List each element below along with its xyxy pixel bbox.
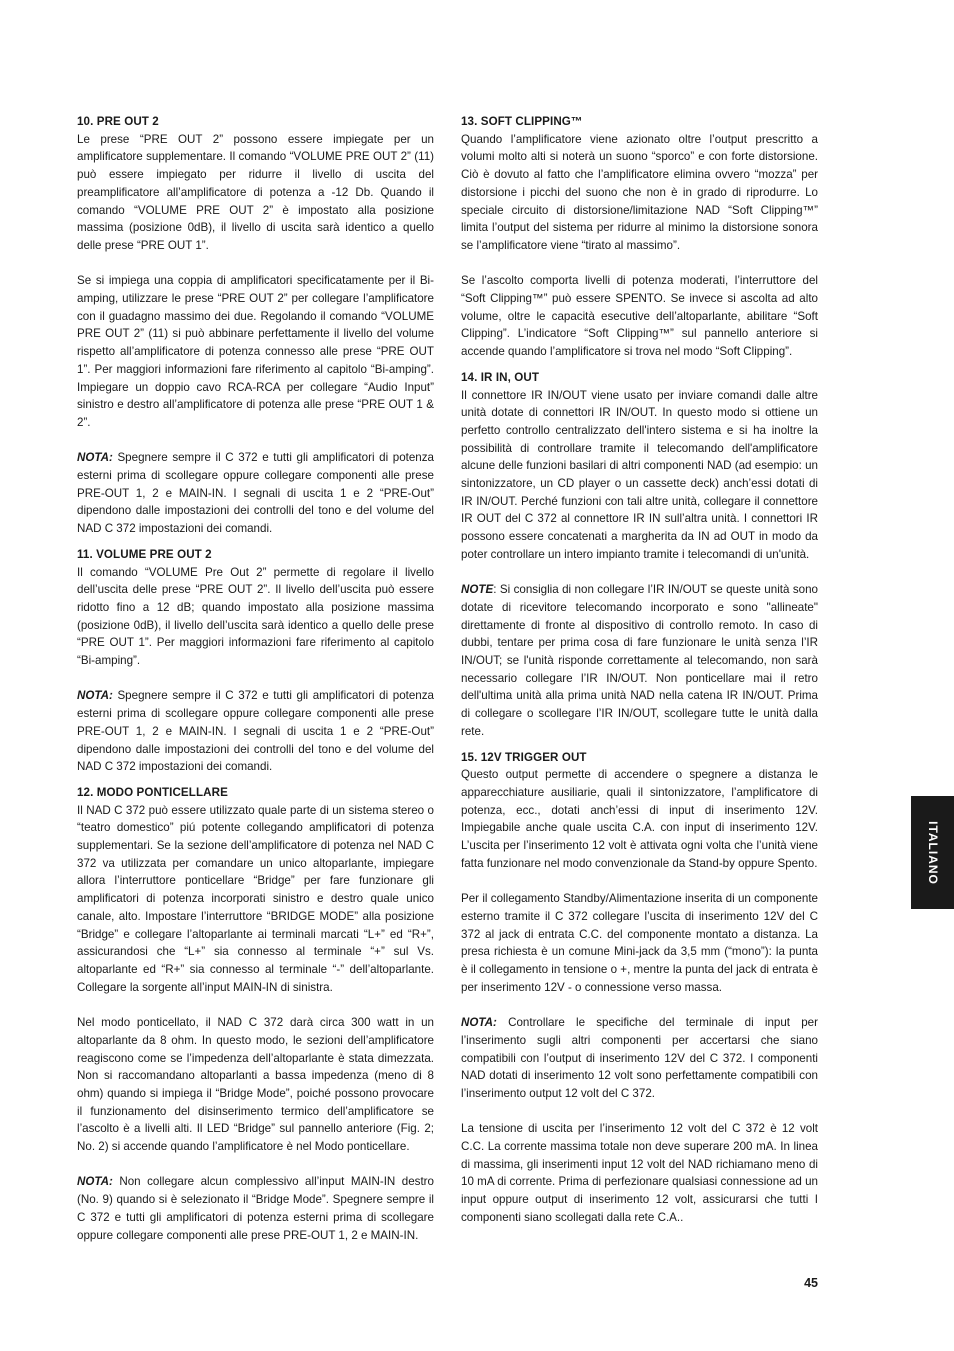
paragraph: Se l’ascolto comporta livelli di potenza moderati, l’interruttore del “Soft Clipping™” può essere SPENTO. Se invece si ascolta ad alto volume, oltre le capacità esecutive dell’altoparlante, abilitare “Soft Clipping”. L’indicatore “Soft Clipping™” sul pannello anteriore si accende quando l’amplificatore si trova nel modo “Soft Clipping”. [461,274,818,359]
note-text: Spegnere sempre il C 372 e tutti gli amplificatori di potenza esterni prima di scollegare oppure collegare componenti alle prese PRE-OUT 1, 2 e MAIN-IN. I segnali di uscita 1 e 2 “PRE-Out” dipendono dalle impostazioni dei controlli del tono e del volume del NAD C 372 impostazioni dei comandi. [77,451,434,536]
section-title: 10. PRE OUT 2 [77,115,159,128]
right-column [461,113,818,1235]
section-title: 15. 12V TRIGGER OUT [461,750,587,764]
page-number: 45 [804,1276,818,1290]
paragraph: Quando l’amplificatore viene azionato oltre l’output prescritto a volumi molto alti si noterà un suono “sporco” e con forte distorsione. Ciò è dovuto al fatto che l’amplificatore elimina ovvero “mozza” per distorsione i picchi del suono che non è in grado di riprodurre. Lo speciale circuito di distorsione/limitazione NAD “Soft Clipping™” limita l’output del sistema per ridurre al minimo la distorsione sonora se l’amplificatore viene “tirato al massimo”. [461,132,818,252]
note-paragraph [77,1173,434,1244]
note-label: NOTA: [77,689,113,703]
paragraph: Nel modo ponticellato, il NAD C 372 darà circa 300 watt in un altoparlante da 8 ohm. In questo modo, le sezioni dell’amplificatore reagiscono come se l’impedenza dell’altoparlante è stata dimezzata. Non si raccomandano altoparlanti a bassa impedenza (meno di 8 ohm) quando si impiega il “Bridge Mode”, poiché possono provocare il funzionamento del disinserimento termico dell’amplificatore se l’ascolto è a livelli alti. Il LED “Bridge” sul pannello anteriore (Fig. 2; No. 2) si accende quando l’amplificatore è nel Modo ponticellare. [77,1016,434,1154]
section-soft-clipping [461,113,818,361]
note-label: NOTA: [461,1016,497,1030]
section-12v-trigger-out [461,749,818,1227]
note-paragraph [77,687,434,776]
note-text: : Si consiglia di non collegare l’IR IN/OUT se queste unità sono dotate di ricevitore telecomando incorporato e sono "allineate" direttamente di fronte al dispositivo di controllo remoto. In caso di dubbi, tentare per prima cosa di fare funzionare le unità senza l’IR IN/OUT; se l'unità risponde correttamente al telecomando, non sarà necessario collegare l’IR IN/OUT. Non ponticellare mai il retro dell'ultima unità alla prima unità NAD nella catena IR IN/OUT. Prima di collegare o scollegare l’IR IN/OUT, scollegare tutte le unità dalla rete. [461,583,818,738]
note-text: Spegnere sempre il C 372 e tutti gli amplificatori di potenza esterni prima di scollegare oppure collegare componenti alle prese PRE-OUT 1, 2 e MAIN-IN. I segnali di uscita 1 e 2 “PRE-Out” dipendono dalle impostazioni dei controlli del tono e del volume del NAD C 372 impostazioni dei comandi. [77,689,434,774]
note-paragraph [461,1014,818,1103]
section-title: 12. MODO PONTICELLARE [77,785,228,799]
section-title: 11. VOLUME PRE OUT 2 [77,547,212,561]
note-label: NOTA: [77,451,113,465]
note-text: Controllare le specifiche del terminale di input per l’inserimento sugli altri componenti per accertarsi che siano compatibili con l’output di inserimento 12V del C 372. I componenti NAD dotati di inserimento 12 volt sono perfettamente compatibili con l’inserimento output 12 volt del C 372. [461,1016,818,1100]
paragraph: Il comando “VOLUME Pre Out 2” permette di regolare il livello dell’uscita delle prese “PRE OUT 2”. Il livello dell’uscita può essere ridotto fino a 12 dB; quando impostato alla posizione massima (posizione 0dB), il livello dell’uscita sarà identico a quello delle prese “PRE OUT 1”. Per maggiori informazioni fare riferimento al capitolo “Bi-amping”. [77,565,434,668]
note-text: Non collegare alcun complessivo all’input MAIN-IN destro (No. 9) quando si è selezionato il “Bridge Mode”. Spegnere sempre il C 372 e tutti gli amplificatori di potenza esterni prima di scollegare oppure collegare componenti alle prese PRE-OUT 1, 2 e MAIN-IN. [77,1175,434,1242]
paragraph: La tensione di uscita per l’inserimento 12 volt del C 372 è 12 volt C.C. La corrente massima totale non deve superare 200 mA. In linea di massima, gli inserimenti input 12 volt del NAD richiamano meno di 10 mA di corrente. Prima di perfezionare qualsiasi connessione ad un input oppure output di inserimento 12 volt, assicurarsi che tutti I componenti siano scollegati dalla rete C.A.. [461,1122,818,1224]
paragraph: Se si impiega una coppia di amplificatori specificatamente per il Bi-amping, utilizzare le prese “PRE OUT 2” per collegare l’amplificatore con il guadagno massimo dei due. Regolando il comando “VOLUME PRE OUT 2” (11) si può abbinare perfettamente il livello del volume rispetto all’amplificatore di potenza connesso alle prese “PRE OUT 1”. Per maggiori informazioni fare riferimento al capitolo “Bi-amping”. Impiegare un doppio cavo RCA-RCA per collegare “Audio Input” sinistro e destro all’amplificatore di potenza alle prese “PRE OUT 1 & 2”. [77,274,434,429]
section-title: 13. SOFT CLIPPING™ [461,115,583,128]
paragraph: Per il collegamento Standby/Alimentazione inserita di un componente esterno tramite il C 372 collegare l’uscita di inserimento 12V del C 372 al jack di entrata C.C. del componente montato a distanza. La presa richiesta è un comune Mini-jack da 3,5 mm (“mono”): la punta è il collegamento in tensione o +, mentre la punta del jack di entrata è per inserimento 12V - o connessione verso massa. [461,892,818,994]
note-label: NOTE [461,583,494,597]
section-title: 14. IR IN, OUT [461,370,540,384]
language-tab-label: ITALIANO [925,820,940,885]
note-label: NOTA: [77,1175,113,1189]
section-ir-in-out [461,369,818,741]
paragraph: Il NAD C 372 può essere utilizzato quale parte di un sistema stereo o “teatro domestico” piú potente collegando amplificatori di potenza supplementari. Se la sezione dell’amplificatore di potenza nel NAD C 372 va utilizzata per comandare un unico altoparlante, impiegare allora l’interruttore ponticellare “Bridge” per fare funzionare gli amplificatori di potenza incorporati sinistro e destro quale unico canale, alto. Impostare l’interruttore “BRIDGE MODE” alla posizione “Bridge” e collegare l’altoparlante ai terminali marcati “L+” ed “R+”, assicurandosi che “L+” sia connesso al terminale “+” sul Vs. altoparlante ed “R+” sia connesso al terminale “-” dell’altoparlante. Collegare la sorgente all’input MAIN-IN di sinistra. [77,803,434,994]
paragraph: Questo output permette di accendere o spegnere a distanza le apparecchiature ausiliarie, quali il sintonizzatore, l’amplificatore di potenza, ecc., dotati anch’essi di input di inserimento 12V. Impiegabile anche quale uscita C.A. con input di inserimento 12V. L’uscita per l’inserimento 12 volt è attivata ogni volta che l’unità viene fatta funzionare nel modo convenzionale da Stand-by oppure Spento. [461,768,818,870]
section-volume-pre-out-2 [77,546,434,776]
note-paragraph [77,449,434,538]
note-paragraph [461,581,818,740]
paragraph: Il connettore IR IN/OUT viene usato per inviare comandi dalle altre unità dotate di connettori IR IN/OUT. In questo modo si ottiene un perfetto controllo centralizzato dell'intero sistema e si ha inoltre la possibilità di controllare tramite il telecomando dell'amplificatore alcune delle funzioni basilari di altri componenti NAD (ad esempio: un sintonizzatore, un CD player o un cassette deck) anch’essi dotati di IR IN/OUT. Perché funzioni con tali altre unità, collegare il connettore IR OUT del C 372 al connettore IR IN sull’altra unità. I connettori IR possono essere concatenati a margherita da IN ad OUT in modo da poter controllare un intero impianto tramite i telecomandi di un'unità. [461,388,818,561]
left-column [77,113,434,1252]
section-modo-ponticellare [77,784,434,1244]
section-pre-out-2 [77,113,434,538]
language-tab [911,796,954,909]
paragraph: Le prese “PRE OUT 2” possono essere impiegate per un amplificatore supplementare. Il comando “VOLUME PRE OUT 2” (11) può essere impiegato per ridurre il livello di uscita del preamplificatore all’amplificatore di potenza a -12 Db. Quando il comando “VOLUME PRE OUT 2” è impostato alla posizione massima (posizione 0dB), il livello di uscita sarà identico a quello delle prese “PRE OUT 1”. [77,132,434,252]
